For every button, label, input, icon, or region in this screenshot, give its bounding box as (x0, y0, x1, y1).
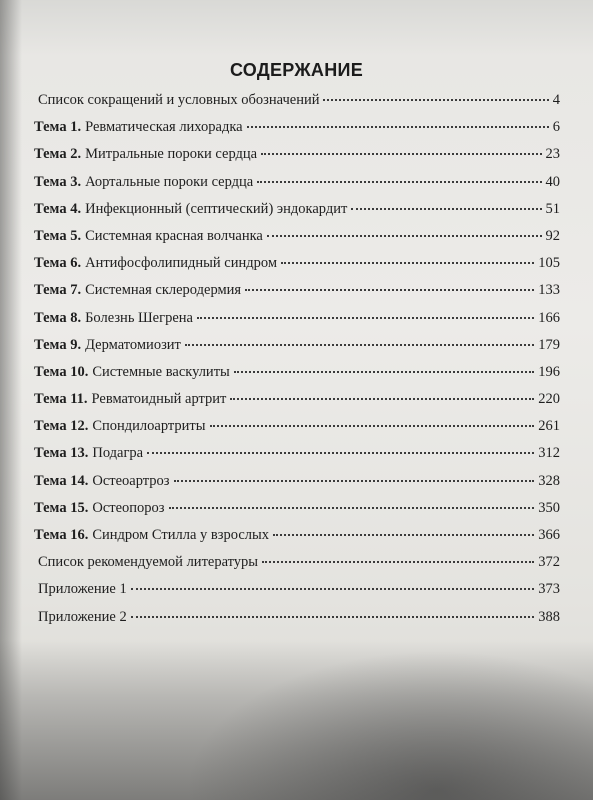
toc-page-number: 388 (538, 608, 560, 625)
toc-title: Приложение 2 (38, 608, 127, 625)
toc-entry-abbreviations[interactable] (34, 92, 560, 119)
toc-page-number: 40 (545, 173, 560, 190)
dot-leader (261, 153, 541, 155)
toc-title: Приложение 1 (38, 581, 127, 598)
toc-entry-topic-3[interactable] (34, 174, 560, 201)
dot-leader (174, 480, 535, 482)
dot-leader (147, 452, 534, 454)
dot-leader (131, 616, 535, 618)
dot-leader (131, 588, 535, 590)
toc-title: Остеоартроз (92, 472, 170, 489)
toc-entry-appendix-2[interactable] (34, 609, 560, 636)
toc-topic-label: Тема 16. (34, 527, 89, 543)
toc-topic-label: Тема 2. (34, 146, 82, 163)
toc-page-number: 196 (538, 363, 560, 380)
toc-entry-topic-14[interactable] (34, 473, 560, 500)
toc-page-number: 372 (538, 554, 560, 571)
page-title: СОДЕРЖАНИЕ (229, 60, 364, 80)
toc-topic-label: Тема 14. (34, 472, 89, 489)
toc-page-number: 166 (538, 309, 560, 326)
toc-page-number: 23 (545, 146, 560, 163)
dot-leader (273, 534, 534, 536)
toc-entry-topic-15[interactable] (34, 500, 560, 527)
toc-entry-topic-11[interactable] (34, 391, 560, 418)
toc-topic-label: Тема 8. (34, 309, 82, 326)
toc-title: Митральные пороки сердца (85, 146, 258, 163)
toc-title: Список сокращений и условных обозначений (38, 92, 320, 108)
toc-title: Список рекомендуемой литературы (38, 554, 259, 571)
toc-topic-label: Тема 10. (34, 363, 89, 380)
toc-page-number: 4 (552, 92, 560, 108)
toc-page-number: 366 (538, 527, 560, 543)
toc-title: Болезнь Шегрена (85, 309, 193, 326)
toc-topic-label: Тема 6. (34, 255, 82, 272)
toc-title: Системная склеродермия (85, 282, 242, 299)
dot-leader (230, 398, 534, 400)
toc-entry-topic-10[interactable] (34, 364, 560, 391)
toc-entry-topic-8[interactable] (34, 310, 560, 337)
toc-page-number: 105 (538, 255, 560, 272)
toc-title: Подагра (92, 445, 144, 462)
dot-leader (281, 262, 534, 264)
toc-topic-label: Тема 1. (34, 119, 82, 136)
toc-entry-topic-4[interactable] (34, 201, 560, 228)
dot-leader (210, 425, 535, 427)
toc-title: Системные васкулиты (92, 363, 230, 380)
toc-topic-label: Тема 7. (34, 282, 82, 299)
dot-leader (257, 181, 541, 183)
toc-topic-label: Тема 5. (34, 227, 82, 244)
toc-page-number: 179 (538, 336, 560, 353)
toc-entry-topic-9[interactable] (34, 337, 560, 364)
toc-topic-label: Тема 15. (34, 499, 89, 516)
toc-page-number: 51 (545, 200, 560, 217)
toc-title: Дерматомиозит (85, 336, 181, 353)
toc-title: Спондилоартриты (92, 418, 206, 435)
toc-entry-topic-2[interactable] (34, 146, 560, 173)
toc-topic-label: Тема 4. (34, 200, 82, 217)
table-of-contents (34, 92, 560, 636)
toc-entry-appendix-1[interactable] (34, 581, 560, 608)
toc-title: Синдром Стилла у взрослых (92, 527, 270, 543)
toc-title: Системная красная волчанка (85, 227, 263, 244)
toc-title: Ревматическая лихорадка (85, 119, 243, 136)
toc-entry-references[interactable] (34, 554, 560, 581)
toc-entry-topic-1[interactable] (34, 119, 560, 146)
toc-topic-label: Тема 11. (34, 391, 88, 408)
toc-page-number: 312 (538, 445, 560, 462)
dot-leader (169, 507, 535, 509)
toc-entry-topic-7[interactable] (34, 282, 560, 309)
toc-title: Инфекционный (септический) эндокардит (85, 200, 348, 217)
dot-leader (247, 126, 549, 128)
toc-entry-topic-5[interactable] (34, 228, 560, 255)
dot-leader (351, 208, 541, 210)
toc-page-number: 92 (545, 227, 560, 244)
toc-topic-label: Тема 12. (34, 418, 89, 435)
dot-leader (262, 561, 534, 563)
toc-page-number: 350 (538, 499, 560, 516)
dot-leader (185, 344, 534, 346)
toc-title: Остеопороз (92, 499, 165, 516)
dot-leader (234, 371, 534, 373)
dot-leader (197, 317, 534, 319)
toc-topic-label: Тема 3. (34, 173, 82, 190)
toc-topic-label: Тема 13. (34, 445, 89, 462)
toc-page-number: 373 (538, 581, 560, 598)
toc-page-number: 220 (538, 391, 560, 408)
toc-entry-topic-12[interactable] (34, 418, 560, 445)
toc-page-number: 328 (538, 472, 560, 489)
toc-page-number: 6 (552, 119, 560, 136)
toc-entry-topic-16[interactable] (34, 527, 560, 554)
toc-entry-topic-13[interactable] (34, 445, 560, 472)
toc-title: Аортальные пороки сердца (85, 173, 254, 190)
toc-page-number: 261 (538, 418, 560, 435)
toc-entry-topic-6[interactable] (34, 255, 560, 282)
toc-page-number: 133 (538, 282, 560, 299)
dot-leader (245, 289, 534, 291)
dot-leader (323, 99, 548, 101)
dot-leader (267, 235, 542, 237)
toc-title: Ревматоидный артрит (91, 391, 227, 408)
toc-topic-label: Тема 9. (34, 336, 82, 353)
hand-shadow (185, 650, 593, 800)
toc-title: Антифосфолипидный синдром (85, 255, 278, 272)
